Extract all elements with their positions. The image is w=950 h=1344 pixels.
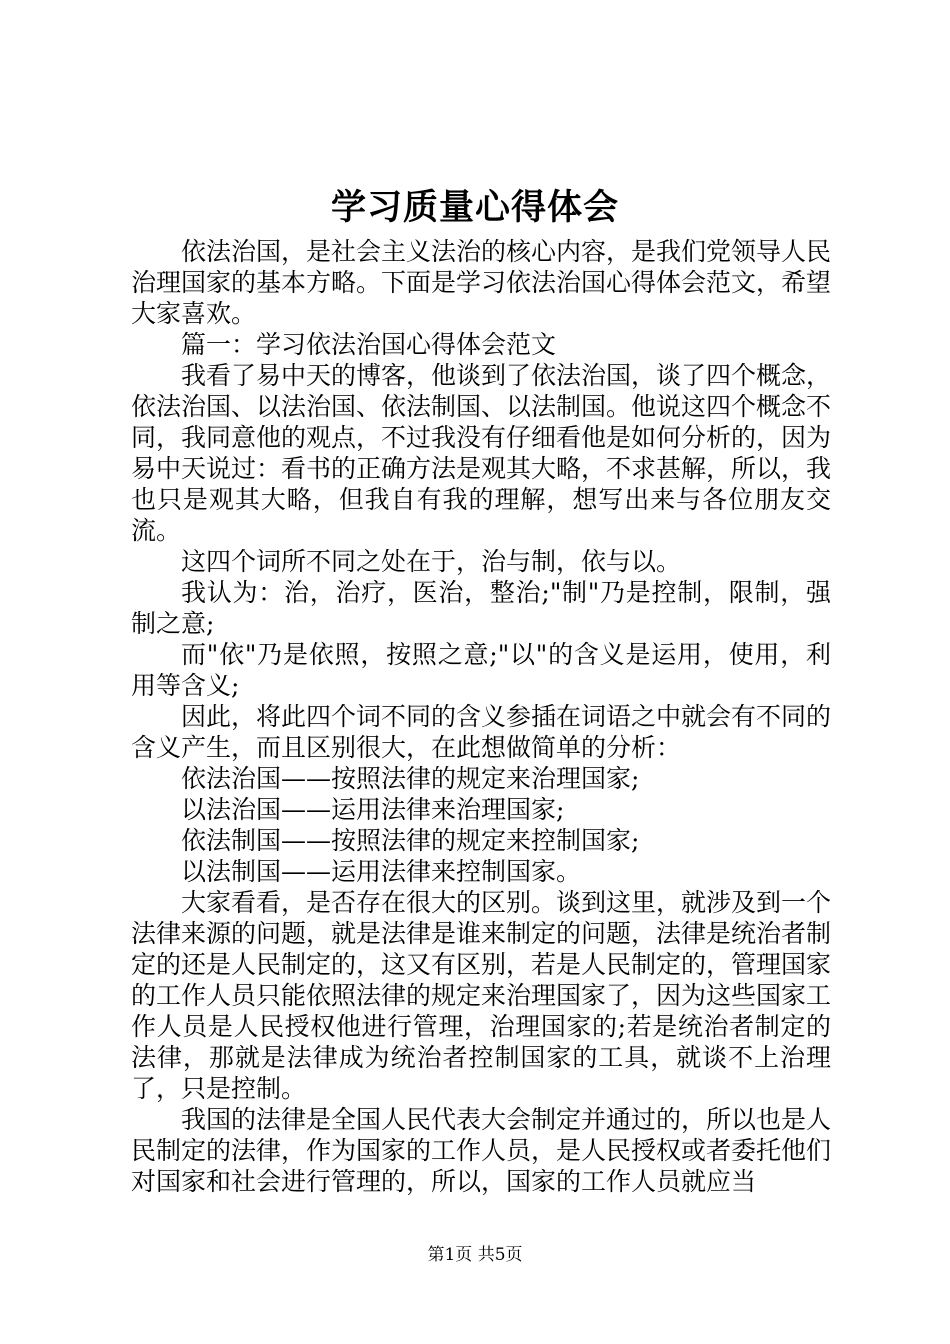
- paragraph: 大家看看，是否存在很大的区别。谈到这里，就涉及到一个法律来源的问题，就是法律是谁来制定的问题，法律是统治者制定的还是人民制定的，这又有区别，若是人民制定的，管理国家的工作人员只能依照法律的规定来治理国家了，因为这些国家工作人员是人民授权他进行管理，治理国家的;若是统治者制定的法律，那就是法律成为统治者控制国家的工具，就谈不上治理了，只是控制。: [131, 888, 832, 1103]
- paragraph: 我认为：治，治疗，医治，整治;"制"乃是控制，限制，强制之意;: [131, 578, 831, 638]
- document-body: [131, 236, 831, 1197]
- section-heading: 篇一：学习依法治国心得体会范文: [181, 330, 557, 359]
- paragraph: 这四个词所不同之处在于，治与制，依与以。: [181, 547, 682, 576]
- paragraph: 因此，将此四个词不同的含义参插在词语之中就会有不同的含义产生，而且区别很大，在此想做简单的分析：: [131, 702, 832, 762]
- page-footer: 第1页 共5页: [427, 1245, 523, 1265]
- document-title: 学习质量心得体会: [330, 188, 619, 228]
- list-item: 依法制国——按照法律的规定来控制国家;: [181, 826, 640, 855]
- list-item: 以法治国——运用法律来治理国家;: [181, 795, 565, 824]
- paragraph: 而"依"乃是依照，按照之意;"以"的含义是运用，使用，利用等含义;: [131, 640, 831, 700]
- paragraph: 我国的法律是全国人民代表大会制定并通过的，所以也是人民制定的法律，作为国家的工作人员，是人民授权或者委托他们对国家和社会进行管理的，所以，国家的工作人员就应当: [131, 1105, 832, 1196]
- list-item: 依法治国——按照法律的规定来治理国家;: [181, 764, 640, 793]
- paragraph: 我看了易中天的博客，他谈到了依法治国，谈了四个概念，依法治国、以法治国、依法制国、以法制国。他说这四个概念不同，我同意他的观点，不过我没有仔细看他是如何分析的，因为易中天说过：看书的正确方法是观其大略，不求甚解，所以，我也只是观其大略，但我自有我的理解，想写出来与各位朋友交流。: [131, 361, 832, 545]
- paragraph: 依法治国，是社会主义法治的核心内容，是我们党领导人民治理国家的基本方略。下面是学习依法治国心得体会范文，希望大家喜欢。: [131, 237, 832, 328]
- list-item: 以法制国——运用法律来控制国家。: [181, 857, 582, 886]
